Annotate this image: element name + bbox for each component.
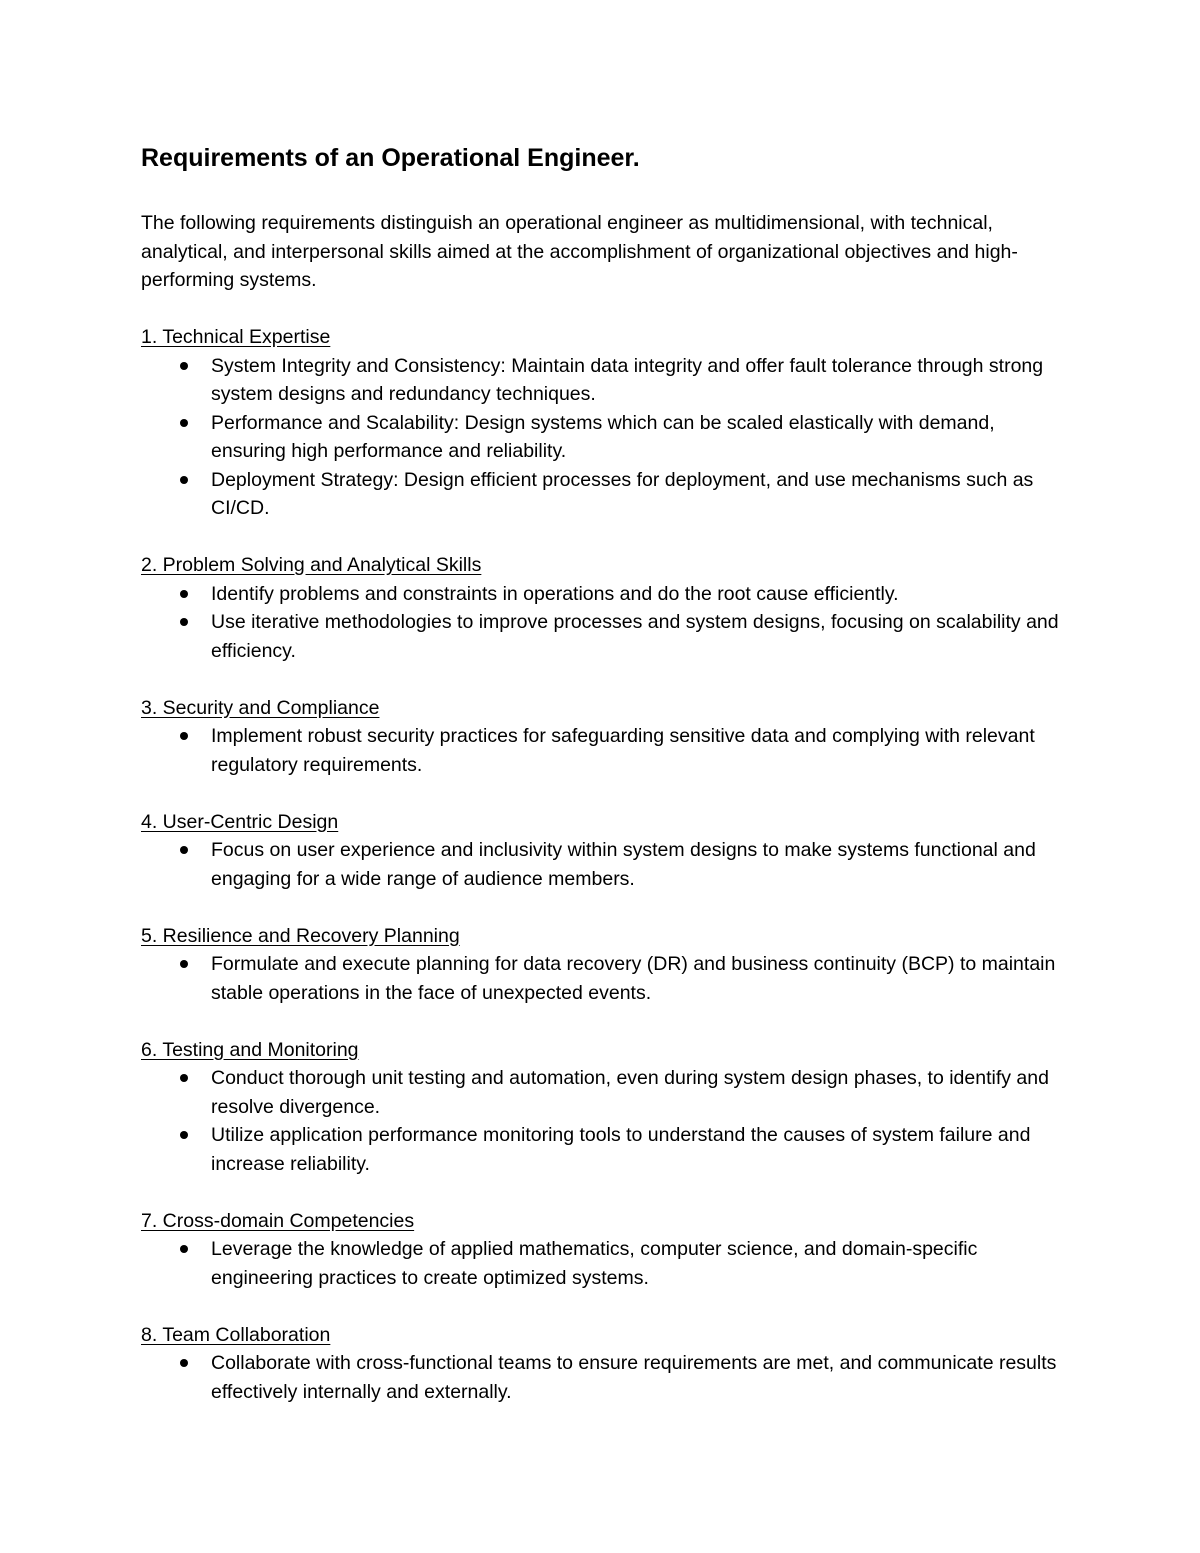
bullet-icon xyxy=(180,1131,188,1139)
section-4 xyxy=(141,808,1071,894)
section-title: 4. User-Centric Design xyxy=(141,810,339,833)
document-title: Requirements of an Operational Engineer. xyxy=(141,144,640,172)
section-title: 8. Team Collaboration xyxy=(141,1323,331,1346)
bullet-icon xyxy=(180,1074,188,1082)
list-item xyxy=(141,1235,1071,1292)
section-title: 3. Security and Compliance xyxy=(141,696,380,719)
document-page xyxy=(141,140,1071,1406)
bullet-icon xyxy=(180,732,188,740)
bullet-icon xyxy=(180,362,188,370)
bullet-list xyxy=(141,722,1071,779)
section-3 xyxy=(141,694,1071,780)
list-item-text: Implement robust security practices for safeguarding sensitive data and complying with relevant regulatory requirements. xyxy=(211,725,1035,776)
list-item-text: Formulate and execute planning for data recovery (DR) and business continuity (BCP) to maintain stable operations in the face of unexpected events. xyxy=(211,953,1056,1004)
section-2 xyxy=(141,551,1071,665)
bullet-icon xyxy=(180,960,188,968)
section-title: 7. Cross-domain Competencies xyxy=(141,1209,415,1232)
section-1 xyxy=(141,323,1071,523)
list-item-text: System Integrity and Consistency: Maintain data integrity and offer fault tolerance through strong system designs and redundancy techniques. xyxy=(211,354,1044,405)
list-item-text: Identify problems and constraints in operations and do the root cause efficiently. xyxy=(211,582,899,605)
list-item-text: Utilize application performance monitoring tools to understand the causes of system failure and increase reliability. xyxy=(211,1124,1031,1175)
section-title: 6. Testing and Monitoring xyxy=(141,1038,359,1061)
bullet-icon xyxy=(180,590,188,598)
bullet-list xyxy=(141,352,1071,523)
list-item xyxy=(141,836,1071,893)
bullet-list xyxy=(141,1064,1071,1178)
section-title: 2. Problem Solving and Analytical Skills xyxy=(141,554,482,576)
list-item xyxy=(141,608,1071,665)
list-item-text: Leverage the knowledge of applied mathematics, computer science, and domain-specific engineering practices to create optimized systems. xyxy=(211,1238,978,1289)
section-7 xyxy=(141,1207,1071,1293)
bullet-list xyxy=(141,580,1071,666)
section-6 xyxy=(141,1036,1071,1179)
list-item-text: Collaborate with cross-functional teams to ensure requirements are met, and communicate results effectively internally and externally. xyxy=(211,1352,1057,1403)
bullet-icon xyxy=(180,419,188,427)
list-item xyxy=(141,466,1071,523)
section-title: 5. Resilience and Recovery Planning xyxy=(141,924,460,947)
list-item xyxy=(141,950,1071,1007)
list-item xyxy=(141,580,1071,609)
section-5 xyxy=(141,922,1071,1008)
section-title: 1. Technical Expertise xyxy=(141,326,331,348)
bullet-icon xyxy=(180,1245,188,1253)
bullet-list xyxy=(141,1235,1071,1292)
bullet-icon xyxy=(180,618,188,626)
bullet-icon xyxy=(180,476,188,484)
list-item-text: Conduct thorough unit testing and automation, even during system design phases, to identify and resolve divergence. xyxy=(211,1067,1049,1118)
list-item xyxy=(141,1349,1071,1406)
list-item-text: Focus on user experience and inclusivity within system designs to make systems functional and engaging for a wide range of audience members. xyxy=(211,839,1036,890)
section-8 xyxy=(141,1321,1071,1407)
list-item xyxy=(141,352,1071,409)
list-item xyxy=(141,409,1071,466)
list-item xyxy=(141,722,1071,779)
list-item-text: Performance and Scalability: Design systems which can be scaled elastically with demand, ensuring high performance and reliability. xyxy=(211,411,995,462)
bullet-icon xyxy=(180,846,188,854)
list-item-text: Deployment Strategy: Design efficient processes for deployment, and use mechanisms such as CI/CD. xyxy=(211,468,1034,519)
bullet-list xyxy=(141,836,1071,893)
list-item xyxy=(141,1121,1071,1178)
bullet-icon xyxy=(180,1359,188,1367)
sections-container xyxy=(141,323,1071,1406)
list-item-text: Use iterative methodologies to improve processes and system designs, focusing on scalability and efficiency. xyxy=(211,611,1059,662)
bullet-list xyxy=(141,950,1071,1007)
intro-paragraph: The following requirements distinguish an operational engineer as multidimensional, with technical, analytical, and interpersonal skills aimed at the accomplishment of organizational objectives and high-performing systems. xyxy=(141,212,1018,291)
list-item xyxy=(141,1064,1071,1121)
bullet-list xyxy=(141,1349,1071,1406)
